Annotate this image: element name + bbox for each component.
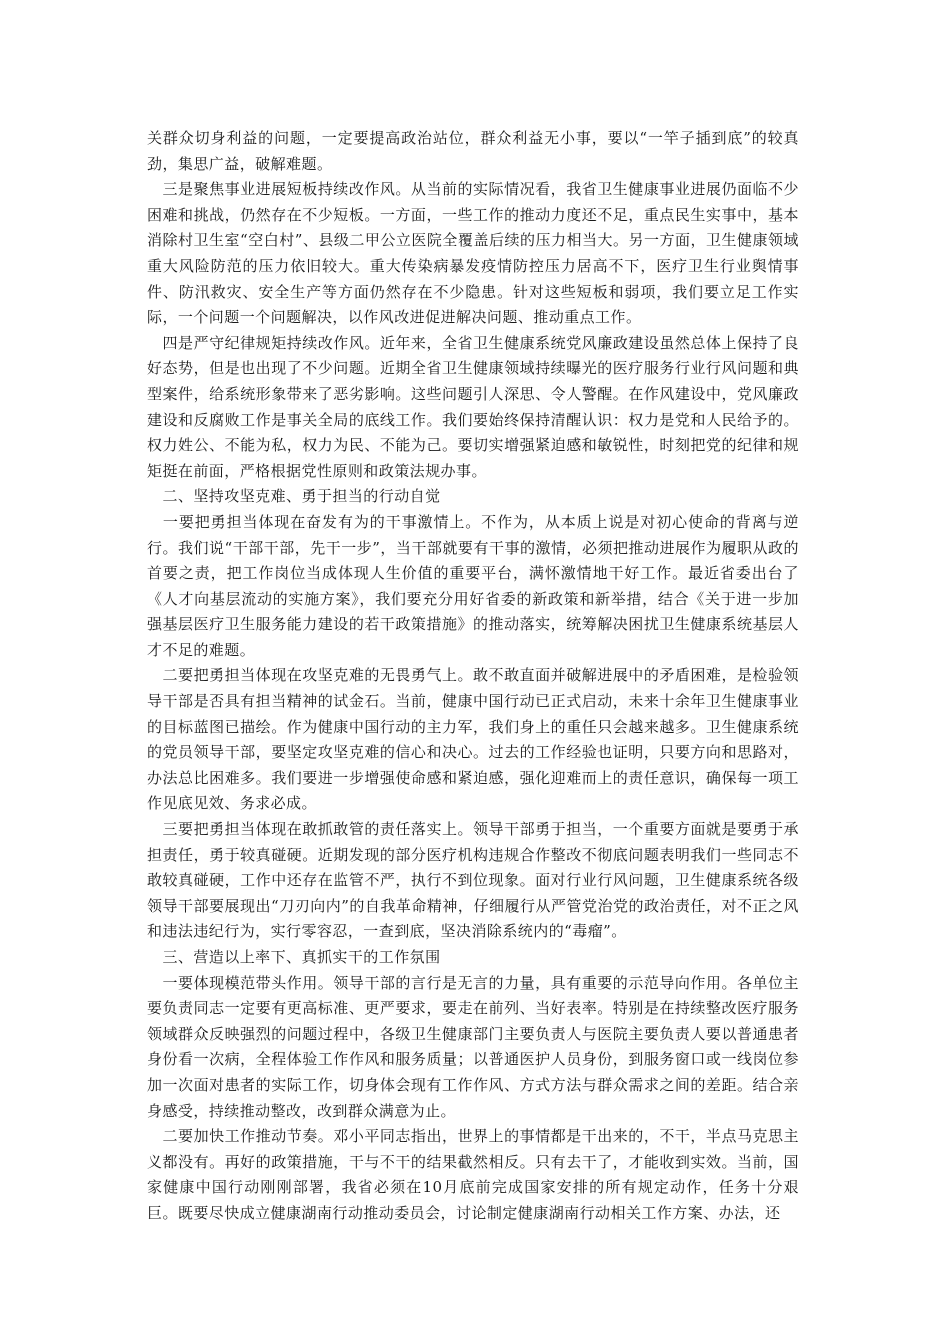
section-heading-two: 二、坚持攻坚克难、勇于担当的行动自觉	[147, 487, 441, 506]
paragraph-intro-continuation: 关群众切身利益的问题，一定要提高政治站位，群众利益无小事，要以“一竿子插到底”的较真劲，集思广益，破解难题。	[147, 129, 799, 173]
paragraph-point-three: 三是聚焦事业进展短板持续改作风。从当前的实际情况看，我省卫生健康事业进展仍面临不少困难和挑战，仍然存在不少短板。一方面，一些工作的推动力度还不足，重点民生实事中，基本消除村卫生室“空白村”、县级二甲公立医院全覆盖后续的压力相当大。另一方面，卫生健康领域重大风险防范的压力依旧较大。重大传染病暴发疫情防控压力居高不下，医疗卫生行业舆情事件、防汛救灾、安全生产等方面仍然存在不少隐患。针对这些短板和弱项，我们要立足工作实际，一个问题一个问题解决，以作风改进促进解决问题、推动重点工作。	[147, 180, 799, 327]
paragraph-section-two-two: 二要把勇担当体现在攻坚克难的无畏勇气上。敢不敢直面并破解进展中的矛盾困难，是检验领导干部是否具有担当精神的试金石。当前，健康中国行动已正式启动，未来十余年卫生健康事业的目标蓝图已描绘。作为健康中国行动的主力军，我们身上的重任只会越来越多。卫生健康系统的党员领导干部，要坚定攻坚克难的信心和决心。过去的工作经验也证明，只要方向和思路对，办法总比困难多。我们要进一步增强使命感和紧迫感，强化迎难而上的责任意识，确保每一项工作见底见效、务求必成。	[147, 666, 799, 813]
paragraph-section-three-one: 一要体现模范带头作用。领导干部的言行是无言的力量，具有重要的示范导向作用。各单位主要负责同志一定要有更高标准、更严要求，要走在前列、当好表率。特别是在持续整改医疗服务领域群众反映强烈的问题过程中，各级卫生健康部门主要负责人与医院主要负责人要以普通患者身份看一次病，全程体验工作作风和服务质量；以普通医护人员身份，到服务窗口或一线岗位参加一次面对患者的实际工作，切身体会现有工作作风、方式方法与群众需求之间的差距。结合亲身感受，持续推动整改，改到群众满意为止。	[147, 973, 799, 1120]
paragraph-point-four: 四是严守纪律规矩持续改作风。近年来，全省卫生健康系统党风廉政建设虽然总体上保持了良好态势，但是也出现了不少问题。近期全省卫生健康领域持续曝光的医疗服务行业行风问题和典型案件，给系统形象带来了恶劣影响。这些问题引人深思、令人警醒。在作风建设中，党风廉政建设和反腐败工作是事关全局的底线工作。我们要始终保持清醒认识：权力是党和人民给予的。权力姓公、不能为私，权力为民、不能为己。要切实增强紧迫感和敏锐性，时刻把党的纪律和规矩挺在前面，严格根据党性原则和政策法规办事。	[147, 333, 799, 480]
section-heading-three: 三、营造以上率下、真抓实干的工作氛围	[147, 948, 441, 966]
paragraph-section-two-three: 三要把勇担当体现在敢抓敢管的责任落实上。领导干部勇于担当，一个重要方面就是要勇于承担责任，勇于较真碰硬。近期发现的部分医疗机构违规合作整改不彻底问题表明我们一些同志不敢较真碰硬，工作中还存在监管不严，执行不到位现象。面对行业行风问题，卫生健康系统各级领导干部要展现出“刀刃向内”的自我革命精神，仔细履行从严管党治党的政治责任，对不正之风和违法违纪行为，实行零容忍，一查到底，坚决消除系统内的“毒瘤”。	[147, 820, 799, 941]
paragraph-section-two-one: 一要把勇担当体现在奋发有为的干事激情上。不作为，从本质上说是对初心使命的背离与逆行。我们说“干部干部，先干一步”，当干部就要有干事的激情，必须把推动进展作为履职从政的首要之责，把工作岗位当成体现人生价值的重要平台，满怀激情地干好工作。最近省委出台了《人才向基层流动的实施方案》，我们要充分用好省委的新政策和新举措，结合《关于进一步加强基层医疗卫生服务能力建设的若干政策措施》的推动落实，统筹解决困扰卫生健康系统基层人才不足的难题。	[147, 512, 799, 659]
paragraph-section-three-two: 二要加快工作推动节奏。邓小平同志指出，世界上的事情都是干出来的，不干，半点马克思主义都没有。再好的政策措施，干与不干的结果截然相反。只有去干了，才能收到实效。当前，国家健康中国行动刚刚部署，我省必须在10月底前完成国家安排的所有规定动作，任务十分艰巨。既要尽快成立健康湖南行动推动委员会，讨论制定健康湖南行动相关工作方案、办法，还	[147, 1127, 799, 1222]
document-page	[147, 126, 799, 1227]
